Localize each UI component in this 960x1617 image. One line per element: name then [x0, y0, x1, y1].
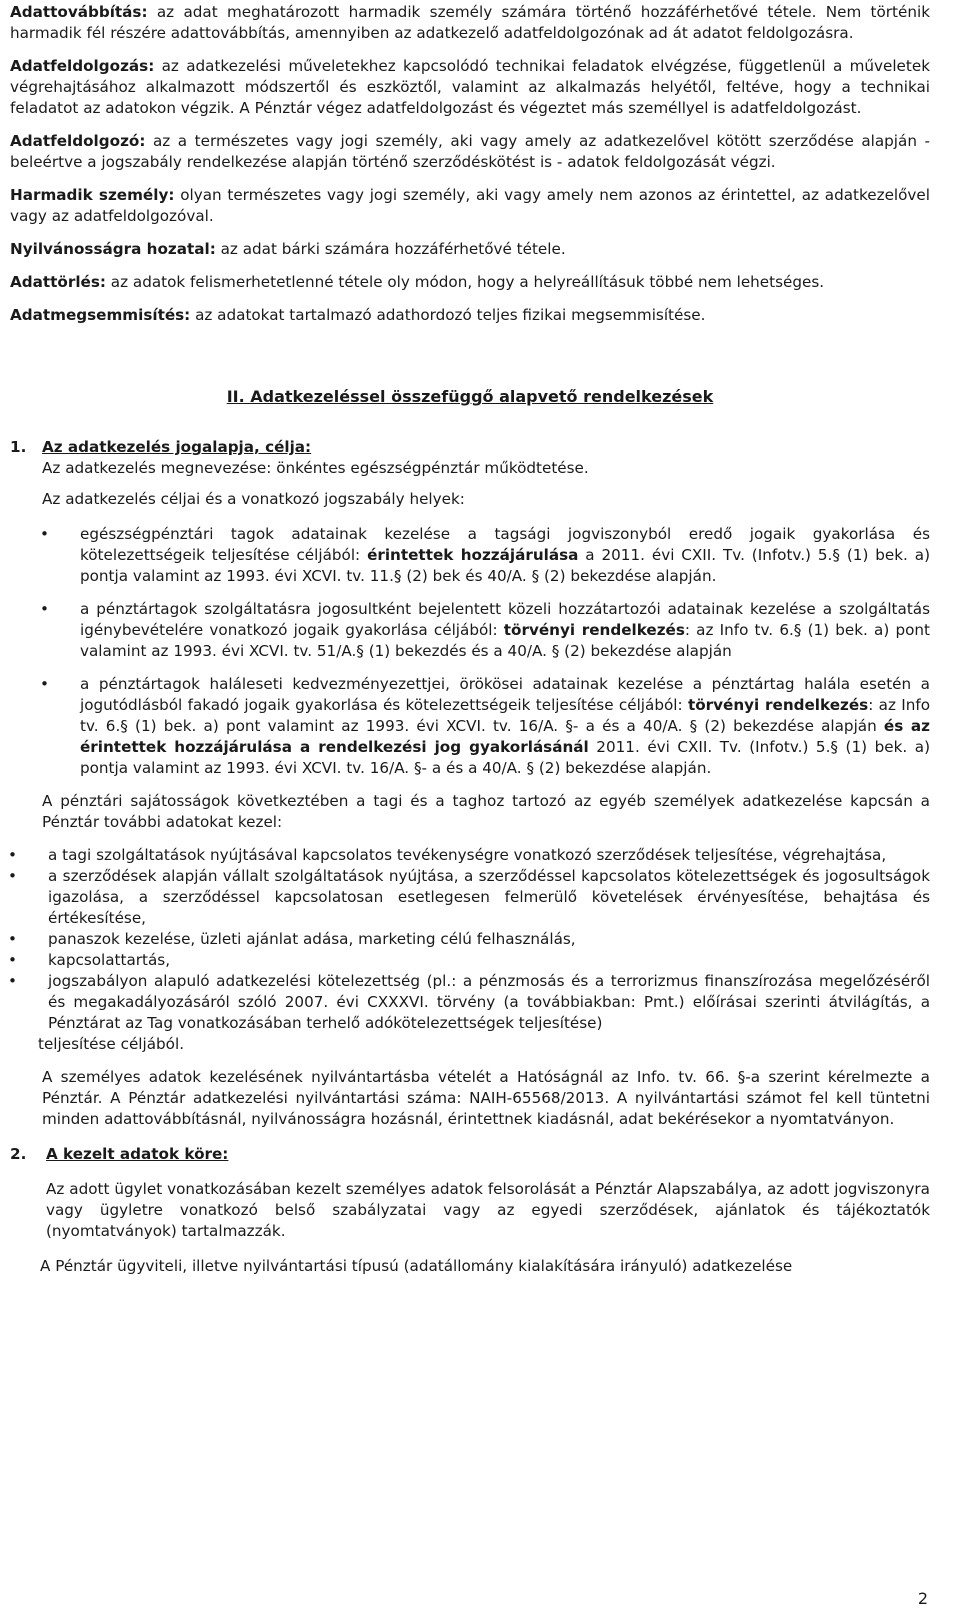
list-item: • a pénztártagok haláleseti kedvezményezettjei, örökösei adatainak kezelése a pénztártag halála esetén a jogutódlásból fakadó jogaik gyakorlása és kötelezettségeik teljesítése céljából: törvényi rendelkezés: az Info tv. 6.§ (1) bek. a) pont valamint az 1993. évi XCVI. tv. 16/A. §- a és a 40/A. § (2) bekezdése alapján és az érintettek hozzájárulása a rendelkezési jog gyakorlásánál 2011. évi CXII. Tv. (Infotv.) 5.§ (1) bek. a) pontja valamint az 1993. évi XCVI. tv. 16/A. §- a és a 40/A. § (2) bekezdése alapján.: [40, 675, 931, 777]
definition: [10, 272, 930, 293]
definitions: [10, 2, 930, 326]
list-item: • a tagi szolgáltatások nyújtásával kapcsolatos tevékenységre vonatkozó szerződések teljesítése, végrehajtása,: [8, 846, 887, 864]
legal-basis-list: [10, 524, 930, 779]
subsection-heading: Az adatkezelés jogalapja, célja:: [42, 438, 312, 456]
definition: [10, 305, 930, 326]
data-scope-paragraph: Az adott ügylet vonatkozásában kezelt személyes adatok felsorolását a Pénztár Alapszabálya, az adott jogviszonyra vagy ügyletre vonatkozó belső szabályzatai vagy az egyedi szerződések, ajánlatok és tájékoztatók (nyomtatványok) tartalmazzák.: [46, 1180, 930, 1240]
definition-text: az adat meghatározott harmadik személy számára történő hozzáférhetővé tétele. Nem történik harmadik fél részére adattovábbítás, amennyiben az adatkezelő adatfeldolgozónak ad át adatot feldolgozásra.: [10, 3, 930, 42]
other-purposes-tail: teljesítése céljából.: [38, 1035, 185, 1053]
definition-term: Adattovábbítás:: [10, 3, 148, 21]
list-item: • egészségpénztári tagok adatainak kezelése a tagsági jogviszonyból eredő jogaik gyakorlása és kötelezettségeik teljesítése céljából: érintettek hozzájárulása a 2011. évi CXII. Tv. (Infotv.) 5.§ (1) bek. a) pontja valamint az 1993. évi XCVI. tv. 11.§ (2) bek és 40/A. § (2) bekezdése alapján.: [40, 525, 930, 585]
definition-text: az adatkezelési műveletekhez kapcsolódó technikai feladatok elvégzése, függetlenül a műveletek végrehajtásához alkalmazott módszertől és eszköztől, valamint az alkalmazás helyétől, feltéve, hogy a technikai feladatot az adatokon végzik. A Pénztár végez adatfeldolgozást és végeztet más személlyel is adatfeldolgozást.: [10, 57, 930, 117]
bullet-icon: •: [40, 675, 49, 693]
definition: [10, 56, 930, 119]
document-page: [10, 0, 930, 1277]
bullet-icon: •: [8, 951, 17, 969]
definition: [10, 185, 930, 227]
definition: [10, 239, 930, 260]
list-item: • a szerződések alapján vállalt szolgáltatások nyújtása, a szerződéssel kapcsolatos kötelezettségek és jogosultságok igazolása, a szerződéssel kapcsolatosan esetlegesen felmerülő követelések érvényesítése, behajtása és értékesítése,: [8, 867, 930, 927]
bullet-icon: •: [8, 867, 17, 885]
goals-intro: Az adatkezelés céljai és a vonatkozó jogszabály helyek:: [42, 490, 465, 508]
list-item: • kapcsolattartás,: [8, 951, 171, 969]
processing-name: Az adatkezelés megnevezése: önkéntes egészségpénztár működtetése.: [42, 459, 589, 477]
definition-term: Adatfeldolgozó:: [10, 132, 146, 150]
bullet-icon: •: [40, 600, 49, 618]
bullet-icon: •: [8, 846, 17, 864]
subsection-number: 2.: [10, 1145, 27, 1163]
bullet-icon: •: [8, 972, 17, 990]
bullet-icon: •: [8, 930, 17, 948]
other-purposes-list: [0, 845, 930, 1034]
registry-paragraph: A személyes adatok kezelésének nyilvántartásba vételét a Hatóságnál az Info. tv. 66. §-a szerint kérelmezte a Pénztár. A Pénztár adatkezelési nyilvántartási száma: NAIH-65568/2013. A nyilvántartási számot fel kell tüntetni minden adattovábbításnál, nyilvánosságra hozásnál, érintettnek kiadásnál, adat bekérésekor a nyomtatványon.: [42, 1068, 930, 1128]
subsection-heading: A kezelt adatok köre:: [46, 1145, 229, 1163]
definition-text: az adat bárki számára hozzáférhetővé tétele.: [215, 240, 566, 258]
other-purposes-intro: A pénztári sajátosságok következtében a tagi és a taghoz tartozó az egyéb személyek adatkezelése kapcsán a Pénztár további adatokat kezel:: [42, 792, 930, 831]
section-title: II. Adatkezeléssel összefüggő alapvető rendelkezések: [226, 387, 714, 406]
definition-term: Nyilvánosságra hozatal:: [10, 240, 216, 258]
records-paragraph: A Pénztár ügyviteli, illetve nyilvántartási típusú (adatállomány kialakítására irányuló) adatkezelése: [40, 1257, 793, 1275]
list-item: • panaszok kezelése, üzleti ajánlat adása, marketing célú felhasználás,: [8, 930, 576, 948]
subsection-1: [10, 437, 930, 510]
definition-text: az adatokat tartalmazó adathordozó teljes fizikai megsemmisítése.: [190, 306, 706, 324]
definition-term: Harmadik személy:: [10, 186, 175, 204]
subsection-number: 1.: [10, 438, 27, 456]
definition: [10, 2, 930, 44]
subsection-2: [10, 1144, 930, 1242]
definition-text: olyan természetes vagy jogi személy, aki vagy amely nem azonos az érintettel, az adatkezelővel vagy az adatfeldolgozóval.: [10, 186, 930, 225]
definition-term: Adattörlés:: [10, 273, 106, 291]
list-item: • a pénztártagok szolgáltatásra jogosultként bejelentett közeli hozzátartozói adatainak kezelése a szolgáltatás igénybevételére vonatkozó jogaik gyakorlása céljából: törvényi rendelkezés: az Info tv. 6.§ (1) bek. a) pont valamint az 1993. évi XCVI. tv. 51/A.§ (1) bekezdés és a 40/A. § (2) bekezdése alapján: [40, 600, 930, 660]
definition-term: Adatmegsemmisítés:: [10, 306, 191, 324]
definition-term: Adatfeldolgozás:: [10, 57, 155, 75]
page-number: 2: [917, 1589, 928, 1608]
definition: [10, 131, 930, 173]
definition-text: az a természetes vagy jogi személy, aki vagy amely az adatkezelővel kötött szerződése alapján - beleértve a jogszabály rendelkezése alapján történő szerződéskötést is - adatok feldolgozását végzi.: [10, 132, 930, 171]
definition-text: az adatok felismerhetetlenné tétele oly módon, hogy a helyreállításuk többé nem lehetséges.: [105, 273, 825, 291]
bullet-icon: •: [40, 525, 49, 543]
list-item: • jogszabályon alapuló adatkezelési kötelezettség (pl.: a pénzmosás és a terrorizmus finanszírozása megelőzéséről és megakadályozásáról szóló 2007. évi CXXXVI. törvény (a továbbiakban: Pmt.) előírásai szerinti átvilágítás, a Pénztárat az Tag vonatkozásában terhelő adókötelezettségek teljesítése): [8, 972, 930, 1032]
